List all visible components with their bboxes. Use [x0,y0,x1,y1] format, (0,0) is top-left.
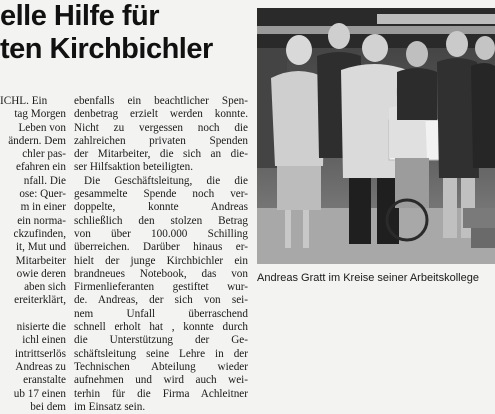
text-line: ub 17 einen [13,387,66,400]
article-column-middle [74,95,248,414]
text-line: schnell erholt hat , konnte durch [74,321,248,334]
text-line: Mitarbeiter [15,254,66,267]
text-line: Andreas zu [15,360,66,373]
text-line: hielt der junge Kirchbichler ein [74,254,248,267]
text-line: überreichen. Darüber hinaus er- [74,241,248,254]
text-line [0,308,66,321]
text-line: schäftsleitung seine Lehre in der [74,347,248,360]
text-line: Die Geschäftsleitung, die die [84,174,248,187]
text-line: terhin für die Firma Achleitner [74,387,248,400]
text-line: Technischen Abteilung wieder [74,360,248,373]
text-line: Nicht zu vergessen noch die [74,121,248,134]
headline-line-1: elle Hilfe für [0,0,159,32]
headline [0,0,250,66]
text-line: schließlich den stolzen Betrag [74,214,248,227]
text-line: ICHL. Ein [0,95,48,107]
text-line: eranstalte [23,374,66,387]
text-line: ändern. Dem [8,134,66,147]
text-line: m in einer [20,201,66,214]
text-line: it, Mut und [15,241,66,254]
text-line: ser Hilfsaktion beteiligten. [74,161,193,174]
text-line: ichl einen [22,334,66,347]
text-line: ebenfalls ein beachtlicher Spen- [74,95,248,107]
text-line: Firmenlieferanten gestiftet wur- [74,281,248,294]
text-line: nfall. Die [23,174,66,187]
group-photo [257,8,495,264]
text-line: nisierte die [16,321,66,334]
article-column-left [0,95,66,414]
photo-caption: Andreas Gratt im Kreise seiner Arbeitskollege [257,272,479,284]
text-line: aben sich [24,281,66,294]
text-line: ereiterklärt, [14,294,66,307]
text-line: der Mitarbeiter, die sich an die- [74,148,248,161]
text-line: brandneues Notebook, das von [74,267,248,280]
text-line: die Unterstützung der Ge- [74,334,248,347]
photo-illustration [257,8,495,264]
text-line: im Einsatz sein. [74,400,146,413]
text-line: efahren ein [16,161,66,174]
text-line: von über 100.000 Schilling [74,227,248,240]
text-line: ein norma- [17,214,66,227]
headline-line-2: ten Kirchbichler [0,33,213,65]
text-line: zahlreichen privaten Spenden [74,134,248,147]
text-line: intrittserlös [15,347,66,360]
text-line: Leben von [18,121,66,134]
text-line: denbetrag erzielt werden konnte. [74,108,248,121]
text-line: nem Unfall überraschend [74,307,248,320]
text-line: ose: Quer- [19,188,66,201]
text-line: doppelte, konnte Andreas [74,201,248,214]
text-line: de. Andreas, der sich von sei- [74,294,248,307]
text-line: aufnehmen und wird auch wei- [74,374,248,387]
text-line: bei dem [30,400,66,413]
text-line: tag Morgen [14,108,66,121]
text-line: chler pas- [22,148,66,161]
text-line: owie deren [16,267,66,280]
text-line: ckzufinden, [13,227,66,240]
text-line: gesammelte Spende noch ver- [74,188,248,201]
